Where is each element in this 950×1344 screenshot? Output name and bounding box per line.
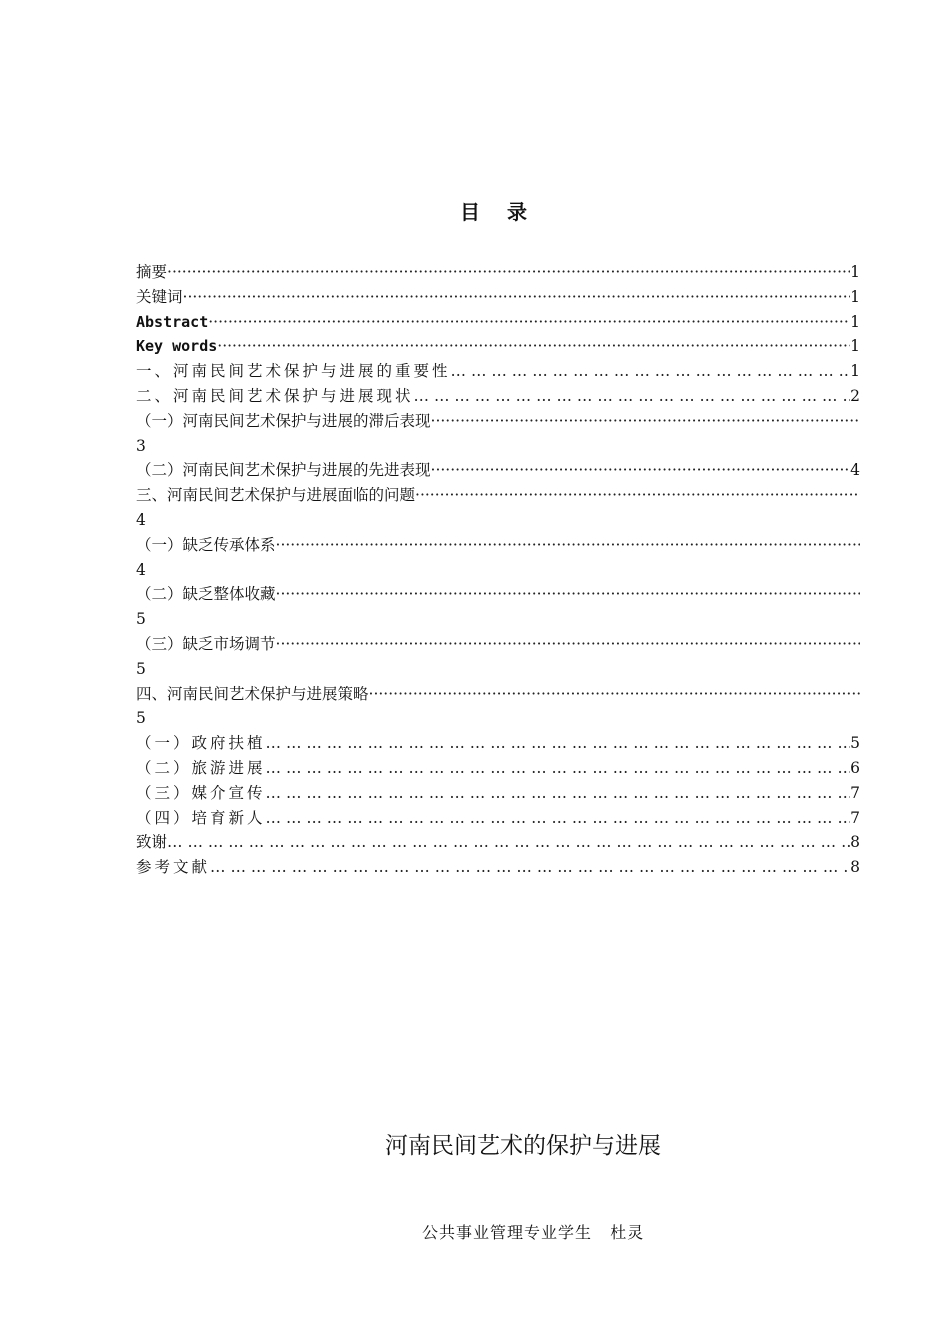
toc-entry[interactable] [136, 310, 860, 335]
toc-page-number: 1 [850, 287, 860, 306]
toc-entry-title: 二、河南民间艺术保护与进展现状 [136, 386, 414, 405]
toc-leader-dots [369, 682, 860, 707]
toc-entry[interactable] [136, 632, 860, 657]
toc-page-number: 1 [850, 362, 860, 381]
toc-leader-dots [210, 855, 850, 880]
toc-entry[interactable] [136, 409, 860, 434]
toc-leader-dots [415, 483, 860, 508]
toc-leader-dots [266, 756, 851, 781]
toc-page-number: 7 [850, 783, 860, 802]
toc-entry[interactable] [136, 533, 860, 558]
toc-entry[interactable] [136, 756, 860, 781]
toc-leader-dots [276, 582, 860, 607]
toc-entry-title: 摘要 [136, 263, 168, 281]
toc-entry[interactable] [136, 682, 860, 707]
toc-entry-title: 三、河南民间艺术保护与进展面临的问题 [136, 486, 416, 505]
toc-entry-title: （三）媒介宣传 [136, 783, 266, 802]
toc-entry-title: （一）河南民间艺术保护与进展的滞后表现 [136, 411, 431, 430]
toc-page-number: 1 [850, 312, 860, 331]
toc-entry[interactable] [136, 359, 860, 384]
toc-entry-title: 四、河南民间艺术保护与进展策略 [136, 684, 369, 703]
toc-entry[interactable] [136, 830, 860, 855]
toc-page-number: 8 [850, 858, 860, 877]
toc-entry-title: Key words [136, 337, 218, 356]
article-title: 河南民间艺术的保护与进展 [385, 1133, 661, 1159]
table-of-contents [136, 260, 860, 880]
toc-entry[interactable] [136, 582, 860, 607]
toc-entry-title: （二）旅游进展 [136, 758, 266, 777]
toc-entry[interactable] [136, 458, 860, 483]
toc-page-number: 5 [136, 610, 146, 629]
toc-page-number: 3 [136, 436, 146, 455]
toc-page-number: 1 [850, 337, 860, 356]
toc-page-number: 8 [850, 833, 860, 852]
toc-leader-dots [266, 731, 851, 756]
toc-leader-dots [167, 260, 850, 285]
toc-title: 目 录 [460, 200, 537, 224]
toc-leader-dots [183, 285, 851, 310]
toc-page-number: 1 [850, 263, 860, 281]
toc-entry-title: （三）缺乏市场调节 [136, 634, 276, 653]
toc-leader-dots [431, 409, 860, 434]
toc-leader-dots [217, 334, 850, 359]
toc-page-number: 5 [136, 659, 146, 678]
toc-page-number: 7 [850, 808, 860, 827]
toc-entry-title: （四）培育新人 [136, 808, 266, 827]
toc-page-number: 2 [850, 386, 860, 405]
toc-entry-title: （一）缺乏传承体系 [136, 535, 276, 554]
toc-entry[interactable] [136, 731, 860, 756]
toc-page-number: 6 [850, 758, 860, 777]
toc-page-number: 4 [850, 461, 860, 480]
toc-page-number: 5 [136, 709, 146, 728]
toc-entry[interactable] [136, 806, 860, 831]
toc-leader-dots [276, 533, 860, 558]
toc-entry-title: 致谢 [136, 833, 168, 852]
toc-entry[interactable] [136, 384, 860, 409]
toc-entry[interactable] [136, 855, 860, 880]
toc-leader-dots [431, 458, 851, 483]
toc-entry-title: Abstract [136, 312, 209, 331]
author-line: 公共事业管理专业学生 杜灵 [422, 1223, 645, 1242]
toc-leader-dots [167, 830, 850, 855]
toc-page-number: 4 [136, 560, 146, 579]
toc-entry[interactable] [136, 334, 860, 359]
toc-entry[interactable] [136, 285, 860, 310]
toc-leader-dots [266, 781, 851, 806]
toc-page-number: 4 [136, 510, 146, 529]
toc-entry-title: 一、河南民间艺术保护与进展的重要性 [136, 362, 451, 381]
toc-entry[interactable] [136, 483, 860, 508]
toc-entry[interactable] [136, 260, 860, 285]
toc-entry-title: 关键词 [136, 287, 183, 306]
toc-leader-dots [414, 384, 851, 409]
toc-leader-dots [266, 806, 851, 831]
toc-leader-dots [451, 359, 851, 384]
toc-entry-title: （一）政府扶植 [136, 734, 266, 753]
toc-entry-title: （二）河南民间艺术保护与进展的先进表现 [136, 461, 431, 480]
toc-leader-dots [276, 632, 860, 657]
toc-entry-title: （二）缺乏整体收藏 [136, 585, 276, 604]
toc-entry-title: 参考文献 [136, 858, 211, 877]
toc-leader-dots [208, 310, 850, 335]
toc-page-number: 5 [850, 734, 860, 753]
toc-entry[interactable] [136, 781, 860, 806]
